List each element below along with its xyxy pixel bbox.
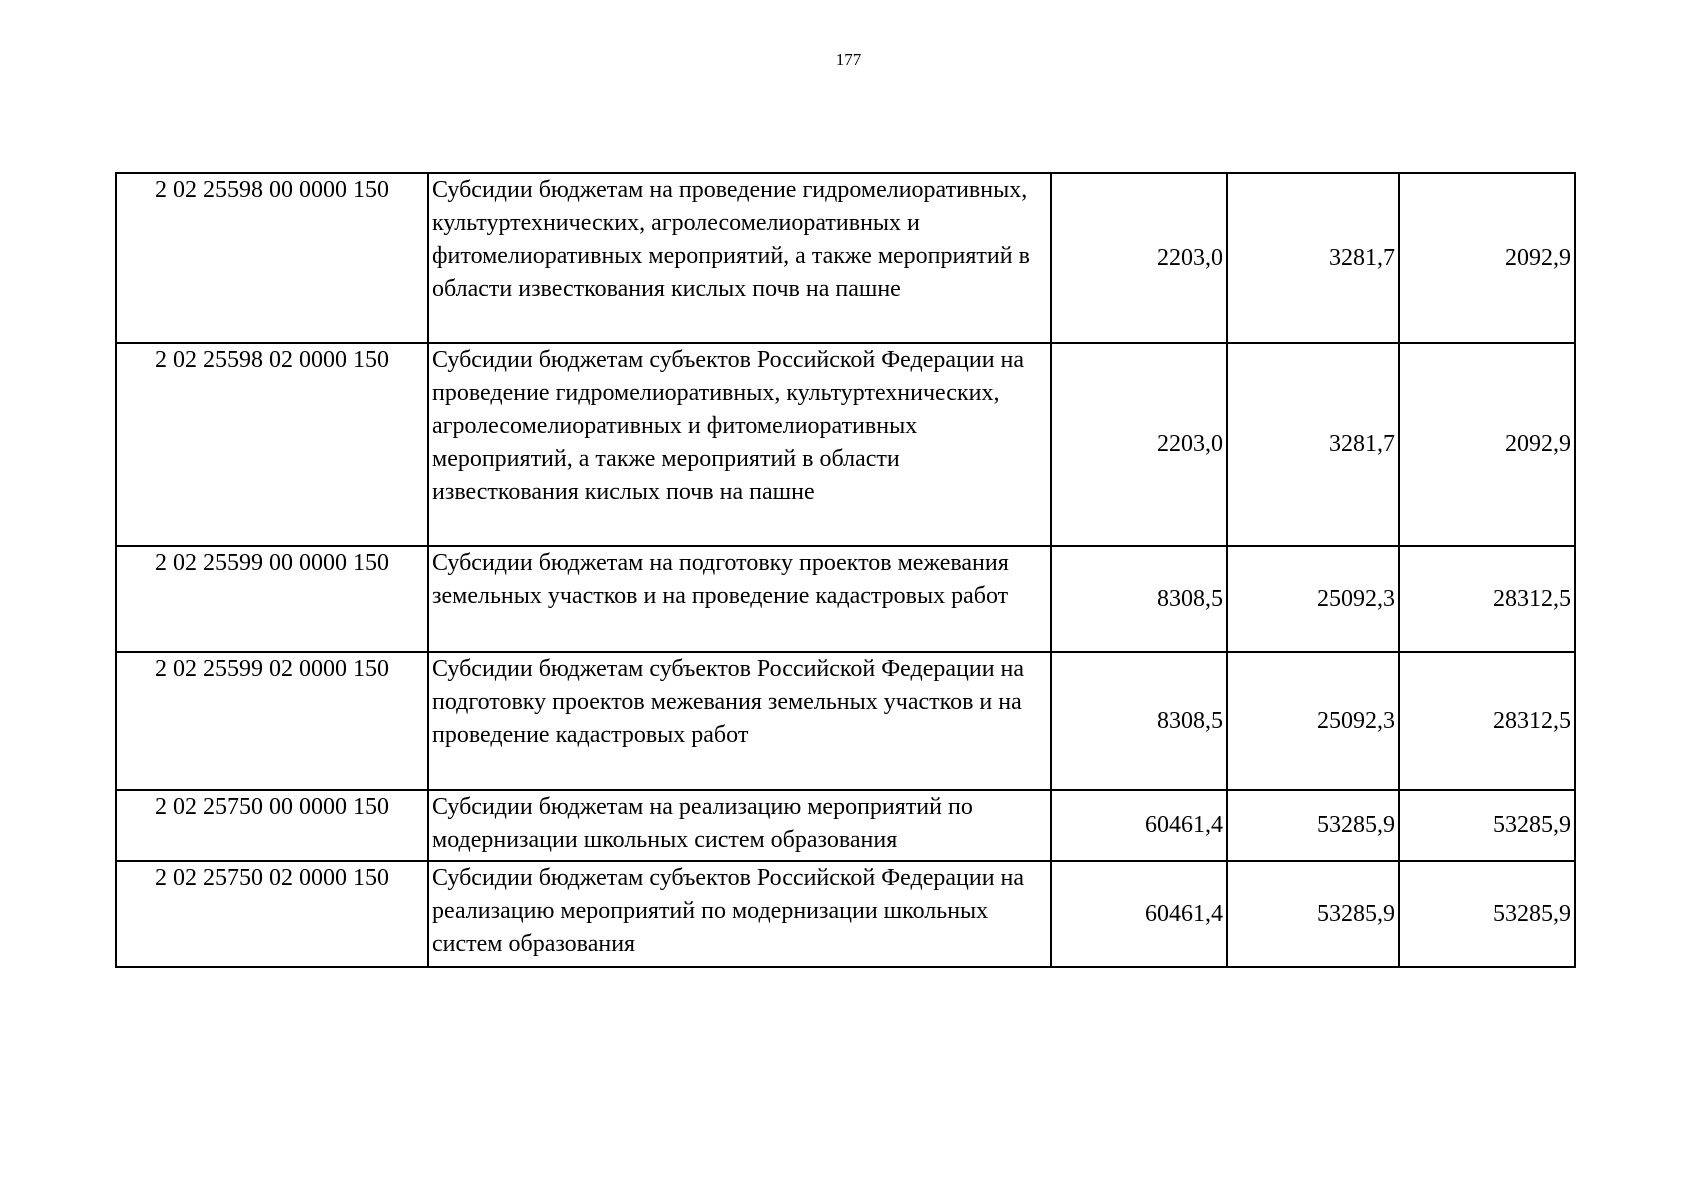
value-year2-cell: 3281,7 (1227, 173, 1399, 343)
table-row (116, 546, 1575, 652)
value-year3-cell: 53285,9 (1399, 790, 1575, 861)
value-year1-cell: 8308,5 (1051, 546, 1227, 652)
budget-code-cell: 2 02 25750 00 0000 150 (116, 790, 428, 861)
table-row (116, 790, 1575, 861)
value-year2-cell: 53285,9 (1227, 790, 1399, 861)
budget-code-cell: 2 02 25599 02 0000 150 (116, 652, 428, 790)
page-number: 177 (835, 50, 862, 69)
description-cell: Субсидии бюджетам субъектов Российской Федерации на реализацию мероприятий по модернизации школьных систем образования (428, 861, 1051, 967)
value-year3-cell: 28312,5 (1399, 546, 1575, 652)
description-cell: Субсидии бюджетам на проведение гидромелиоративных, культуртехнических, агролесомелиоративных и фитомелиоративных мероприятий, а также мероприятий в области известкования кислых почв на пашне (428, 173, 1051, 343)
budget-code-cell: 2 02 25598 02 0000 150 (116, 343, 428, 546)
value-year3-cell: 2092,9 (1399, 343, 1575, 546)
value-year1-cell: 60461,4 (1051, 861, 1227, 967)
value-year1-cell: 2203,0 (1051, 173, 1227, 343)
description-cell: Субсидии бюджетам на реализацию мероприятий по модернизации школьных систем образования (428, 790, 1051, 861)
value-year2-cell: 53285,9 (1227, 861, 1399, 967)
value-year3-cell: 28312,5 (1399, 652, 1575, 790)
value-year1-cell: 60461,4 (1051, 790, 1227, 861)
table-row (116, 861, 1575, 967)
description-cell: Субсидии бюджетам субъектов Российской Федерации на подготовку проектов межевания земельных участков и на проведение кадастровых работ (428, 652, 1051, 790)
table-row (116, 173, 1575, 343)
budget-table (115, 172, 1576, 968)
value-year3-cell: 53285,9 (1399, 861, 1575, 967)
value-year2-cell: 25092,3 (1227, 546, 1399, 652)
value-year2-cell: 3281,7 (1227, 343, 1399, 546)
budget-code-cell: 2 02 25750 02 0000 150 (116, 861, 428, 967)
description-cell: Субсидии бюджетам на подготовку проектов межевания земельных участков и на проведение кадастровых работ (428, 546, 1051, 652)
table-row (116, 652, 1575, 790)
budget-code-cell: 2 02 25599 00 0000 150 (116, 546, 428, 652)
description-cell: Субсидии бюджетам субъектов Российской Федерации на проведение гидромелиоративных, культуртехнических, агролесомелиоративных и фитомелиоративных мероприятий, а также мероприятий в области известкования кислых почв на пашне (428, 343, 1051, 546)
value-year1-cell: 2203,0 (1051, 343, 1227, 546)
value-year3-cell: 2092,9 (1399, 173, 1575, 343)
budget-code-cell: 2 02 25598 00 0000 150 (116, 173, 428, 343)
table-row (116, 343, 1575, 546)
value-year2-cell: 25092,3 (1227, 652, 1399, 790)
value-year1-cell: 8308,5 (1051, 652, 1227, 790)
